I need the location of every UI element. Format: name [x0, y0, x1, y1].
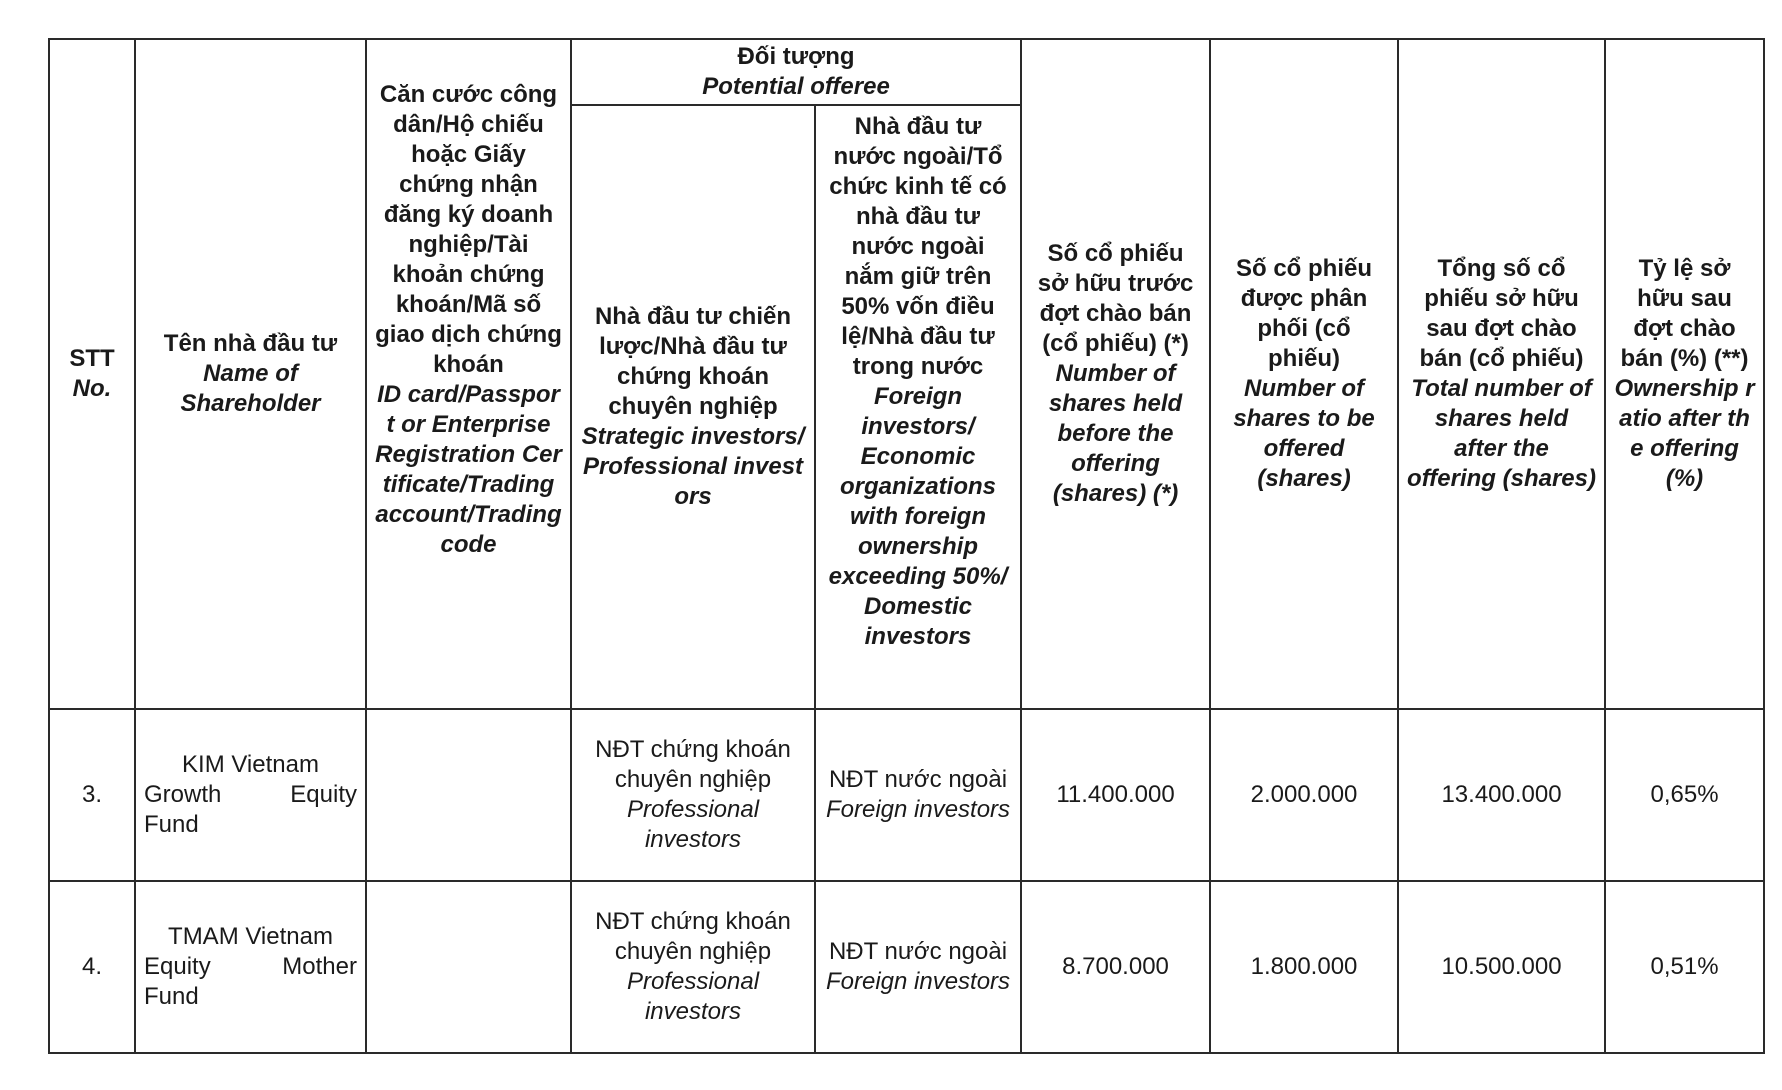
cell-name-line1: KIM Vietnam Growth Equity [144, 751, 357, 808]
cell-offered: 2.000.000 [1210, 709, 1398, 881]
header-strategic-en: Strategic investors/Professional investors [581, 423, 805, 510]
header-ratio-en: Ownership ratio after the offering (%) [1614, 375, 1755, 492]
cell-stt: 4. [49, 881, 135, 1053]
table-row [49, 709, 1764, 881]
header-stt [49, 39, 135, 709]
cell-offered: 1.800.000 [1210, 881, 1398, 1053]
cell-foreign-en: Foreign investors [825, 796, 1011, 823]
header-id-en: ID card/Passport or Enterprise Registration Certificate/Trading account/Trading code [375, 381, 562, 558]
header-name-vi: Tên nhà đầu tư [163, 330, 338, 357]
cell-before: 8.700.000 [1021, 881, 1210, 1053]
cell-before: 11.400.000 [1021, 709, 1210, 881]
cell-foreign [815, 881, 1021, 1053]
header-name [135, 39, 366, 709]
cell-foreign-vi: NĐT nước ngoài [828, 766, 1008, 793]
cell-strategic [571, 709, 815, 881]
header-before [1021, 39, 1210, 709]
cell-id [366, 709, 571, 881]
cell-foreign [815, 709, 1021, 881]
cell-strategic [571, 881, 815, 1053]
header-foreign-vi: Nhà đầu tư nước ngoài/Tổ chức kinh tế có nhà đầu tư nước ngoài nắm giữ trên 50% vốn điều lệ/Nhà đầu tư trong nước [829, 113, 1007, 380]
cell-name-line2: Fund [144, 811, 199, 838]
header-after [1398, 39, 1605, 709]
header-strategic [571, 105, 815, 709]
header-before-vi: Số cổ phiếu sở hữu trước đợt chào bán (cổ phiếu) (*) [1037, 240, 1194, 357]
document-page [48, 38, 1763, 1048]
header-foreign-en: Foreign investors/ Economic organizations with foreign ownership exceeding 50%/ Domestic investors [828, 383, 1008, 650]
header-after-en: Total number of shares held after the offering (shares) [1407, 375, 1596, 492]
header-offeree-group [571, 39, 1021, 105]
header-strategic-vi: Nhà đầu tư chiến lược/Nhà đầu tư chứng khoán chuyên nghiệp [594, 303, 792, 420]
cell-strategic-en: Professional investors [626, 968, 760, 1025]
header-foreign [815, 105, 1021, 709]
header-after-vi: Tổng số cổ phiếu sở hữu sau đợt chào bán (cổ phiếu) [1419, 255, 1584, 372]
header-ratio [1605, 39, 1764, 709]
cell-name [135, 709, 366, 881]
header-offeree-vi: Đối tượng [737, 43, 855, 70]
header-offered-en: Number of shares to be offered (shares) [1233, 375, 1375, 492]
cell-strategic-vi: NĐT chứng khoán chuyên nghiệp [595, 736, 791, 793]
header-id [366, 39, 571, 709]
cell-foreign-vi: NĐT nước ngoài [828, 938, 1008, 965]
cell-id [366, 881, 571, 1053]
header-before-en: Number of shares held before the offering (shares) (*) [1048, 360, 1183, 507]
header-offered-vi: Số cổ phiếu được phân phối (cổ phiếu) [1236, 255, 1373, 372]
header-offeree-en: Potential offeree [702, 73, 890, 100]
cell-strategic-vi: NĐT chứng khoán chuyên nghiệp [595, 908, 791, 965]
cell-name-line1: TMAM Vietnam Equity Mother [144, 923, 357, 980]
header-id-vi: Căn cước công dân/Hộ chiếu hoặc Giấy chứng nhận đăng ký doanh nghiệp/Tài khoản chứng khoán/Mã số giao dịch chứng khoán [375, 81, 562, 378]
cell-after: 10.500.000 [1398, 881, 1605, 1053]
cell-foreign-en: Foreign investors [825, 968, 1011, 995]
header-name-en: Name of Shareholder [180, 360, 321, 417]
header-ratio-vi: Tỷ lệ sở hữu sau đợt chào bán (%) (**) [1620, 255, 1749, 372]
cell-stt: 3. [49, 709, 135, 881]
cell-name-line2: Fund [144, 983, 199, 1010]
header-stt-vi: STT [69, 345, 115, 372]
cell-name [135, 881, 366, 1053]
header-stt-en: No. [72, 375, 112, 402]
cell-after: 13.400.000 [1398, 709, 1605, 881]
table-row [49, 881, 1764, 1053]
shareholder-offering-table [48, 38, 1765, 1054]
cell-strategic-en: Professional investors [626, 796, 760, 853]
cell-ratio: 0,51% [1605, 881, 1764, 1053]
header-offered [1210, 39, 1398, 709]
cell-ratio: 0,65% [1605, 709, 1764, 881]
